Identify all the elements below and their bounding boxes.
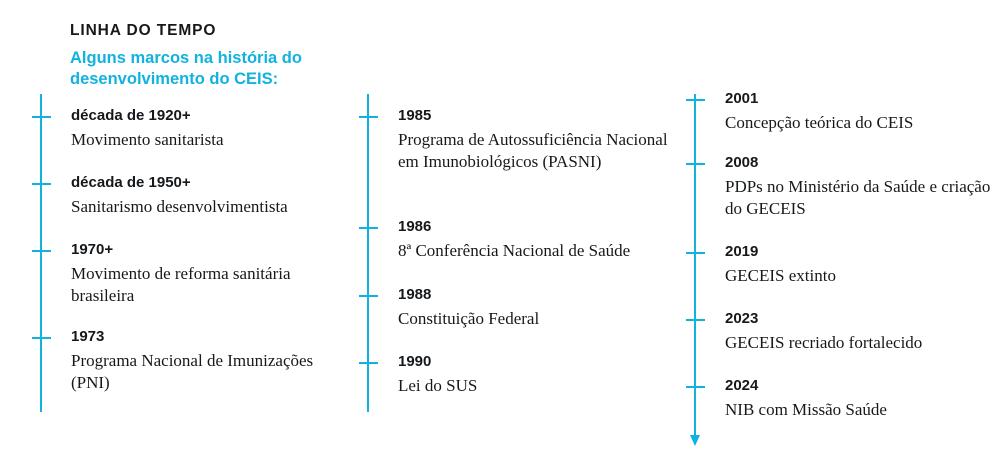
entry-year: 1973 [71, 328, 105, 345]
entry-description: GECEIS recriado fortalecido [725, 333, 923, 353]
timeline-entry [40, 241, 340, 307]
timeline-columns [0, 90, 1000, 450]
entry-description: Programa Nacional de Imunizações (PNI) [71, 351, 314, 393]
entry-year: 2008 [725, 154, 759, 171]
timeline-tick-icon [359, 116, 378, 118]
timeline-entry [694, 377, 994, 421]
timeline-tick-icon [359, 362, 378, 364]
timeline-entry [40, 328, 340, 394]
timeline-tick-icon [32, 183, 51, 185]
entry-description: Lei do SUS [398, 376, 478, 396]
timeline-tick-icon [686, 252, 705, 254]
timeline-tick-icon [32, 116, 51, 118]
entry-year: década de 1920+ [71, 107, 191, 124]
entry-year: 2024 [725, 377, 759, 394]
header [70, 22, 490, 90]
entry-year: 1986 [398, 218, 432, 235]
timeline-entry [367, 107, 677, 173]
timeline-tick-icon [686, 99, 705, 101]
timeline-entry [694, 154, 994, 220]
timeline-entry [40, 174, 340, 218]
kicker-label: LINHA DO TEMPO [70, 22, 217, 39]
entry-year: década de 1950+ [71, 174, 191, 191]
timeline-tick-icon [359, 227, 378, 229]
arrow-down-icon [690, 435, 700, 446]
entry-description: Programa de Autossuficiência Nacional em Imunobiológicos (PASNI) [398, 130, 668, 172]
entry-year: 1990 [398, 353, 432, 370]
entry-description: NIB com Missão Saúde [725, 400, 887, 420]
timeline-tick-icon [686, 163, 705, 165]
timeline-entry [694, 90, 994, 134]
timeline-entry [694, 310, 994, 354]
timeline-entry [367, 218, 677, 262]
timeline-tick-icon [686, 319, 705, 321]
entry-description: Constituição Federal [398, 309, 540, 329]
entry-year: 1985 [398, 107, 432, 124]
timeline-tick-icon [32, 250, 51, 252]
entry-year: 2019 [725, 243, 759, 260]
entry-year: 2023 [725, 310, 759, 327]
entry-description: 8ª Conferência Nacional de Saúde [398, 241, 631, 261]
entry-year: 2001 [725, 90, 759, 107]
entry-description: Concepção teórica do CEIS [725, 113, 914, 133]
entry-year: 1988 [398, 286, 432, 303]
entry-description: PDPs no Ministério da Saúde e criação do GECEIS [725, 177, 991, 219]
entry-description: Movimento de reforma sanitária brasileira [71, 264, 291, 306]
timeline-tick-icon [359, 295, 378, 297]
timeline-entry [694, 243, 994, 287]
entry-year: 1970+ [71, 241, 114, 258]
timeline-entry [40, 107, 340, 151]
timeline-entry [367, 286, 677, 330]
timeline-tick-icon [32, 337, 51, 339]
page-title: Alguns marcos na história do desenvolvimento do CEIS: [70, 48, 302, 88]
timeline-entry [367, 353, 677, 397]
timeline-tick-icon [686, 386, 705, 388]
entry-description: Sanitarismo desenvolvimentista [71, 197, 288, 217]
entry-description: Movimento sanitarista [71, 130, 224, 150]
entry-description: GECEIS extinto [725, 266, 836, 286]
